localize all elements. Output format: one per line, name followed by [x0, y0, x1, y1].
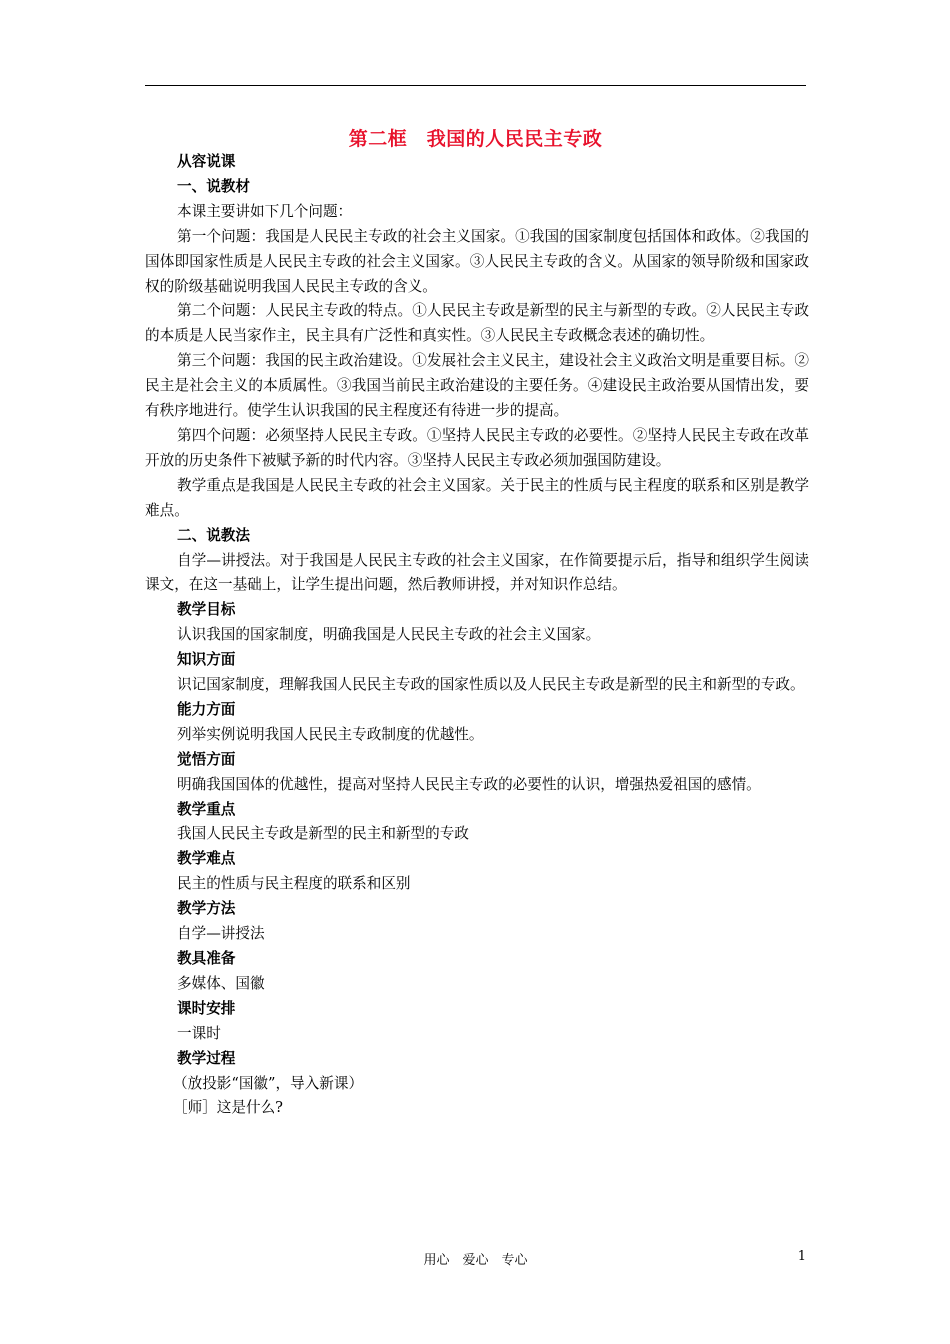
paragraph-question-4: 第四个问题：必须坚持人民民主专政。①坚持人民民主专政的必要性。②坚持人民民主专政在改革开放的历史条件下被赋予新的时代内容。③坚持人民民主专政必须加强国防建设。 [145, 426, 809, 469]
text-schedule: 一课时 [177, 1024, 221, 1042]
text-method: 自学—讲授法 [177, 925, 265, 943]
heading-ability: 能力方面 [177, 700, 236, 718]
text-knowledge: 识记国家制度，理解我国人民民主专政的国家性质以及人民民主专政是新型的民主和新型的专政。 [177, 676, 805, 694]
heading-schedule: 课时安排 [177, 999, 236, 1017]
document-body [145, 150, 809, 1121]
text-process-1: （放投影“国徽”，导入新课） [173, 1074, 364, 1092]
header-rule [145, 85, 806, 86]
paragraph-intro: 本课主要讲如下几个问题： [177, 202, 353, 220]
page-title: 第二框 我国的人民民主专政 [348, 128, 603, 150]
footer-motto: 用心 爱心 专心 [423, 1253, 528, 1268]
section-heading-2: 二、说教法 [177, 526, 250, 544]
heading-key-point: 教学重点 [177, 800, 236, 818]
section-subtitle: 从容说课 [177, 153, 236, 170]
text-ability: 列举实例说明我国人民民主专政制度的优越性。 [177, 725, 484, 743]
text-difficulty: 民主的性质与民主程度的联系和区别 [177, 875, 411, 893]
paragraph-key-points: 教学重点是我国是人民民主专政的社会主义国家。关于民主的性质与民主程度的联系和区别是教学难点。 [145, 476, 809, 519]
paragraph-question-2: 第二个问题：人民民主专政的特点。①人民民主专政是新型的民主与新型的专政。②人民民主专政的本质是人民当家作主，民主具有广泛性和真实性。③人民民主专政概念表述的确切性。 [145, 302, 809, 345]
text-teaching-goal: 认识我国的国家制度，明确我国是人民民主专政的社会主义国家。 [177, 626, 601, 644]
heading-process: 教学过程 [177, 1049, 236, 1067]
text-tools: 多媒体、国徽 [177, 974, 265, 992]
heading-difficulty: 教学难点 [177, 850, 236, 868]
section-heading-1: 一、说教材 [177, 177, 250, 195]
heading-knowledge: 知识方面 [177, 651, 236, 669]
paragraph-question-1: 第一个问题：我国是人民民主专政的社会主义国家。①我国的国家制度包括国体和政体。②我国的国体即国家性质是人民民主专政的社会主义国家。③人民民主专政的含义。从国家的领导阶级和国家政权的阶级基础说明我国人民民主专政的含义。 [145, 227, 809, 295]
paragraph-method: 自学—讲授法。对于我国是人民民主专政的社会主义国家，在作简要提示后，指导和组织学生阅读课文，在这一基础上，让学生提出问题，然后教师讲授，并对知识作总结。 [145, 551, 809, 594]
text-process-2: ［师］这是什么? [173, 1099, 283, 1117]
heading-method: 教学方法 [177, 900, 236, 918]
heading-tools: 教具准备 [177, 950, 236, 967]
paragraph-question-3: 第三个问题：我国的民主政治建设。①发展社会主义民主，建设社会主义政治文明是重要目标。②民主是社会主义的本质属性。③我国当前民主政治建设的主要任务。④建设民主政治要从国情出发，要有秩序地进行。使学生认识我国的民主程度还有待进一步的提高。 [145, 352, 809, 420]
text-key-point: 我国人民民主专政是新型的民主和新型的专政 [177, 825, 469, 843]
page-number: 1 [797, 1249, 806, 1264]
heading-awareness: 觉悟方面 [177, 750, 236, 768]
text-awareness: 明确我国国体的优越性，提高对坚持人民民主专政的必要性的认识，增强热爱祖国的感情。 [177, 775, 761, 793]
heading-teaching-goal: 教学目标 [177, 601, 236, 619]
